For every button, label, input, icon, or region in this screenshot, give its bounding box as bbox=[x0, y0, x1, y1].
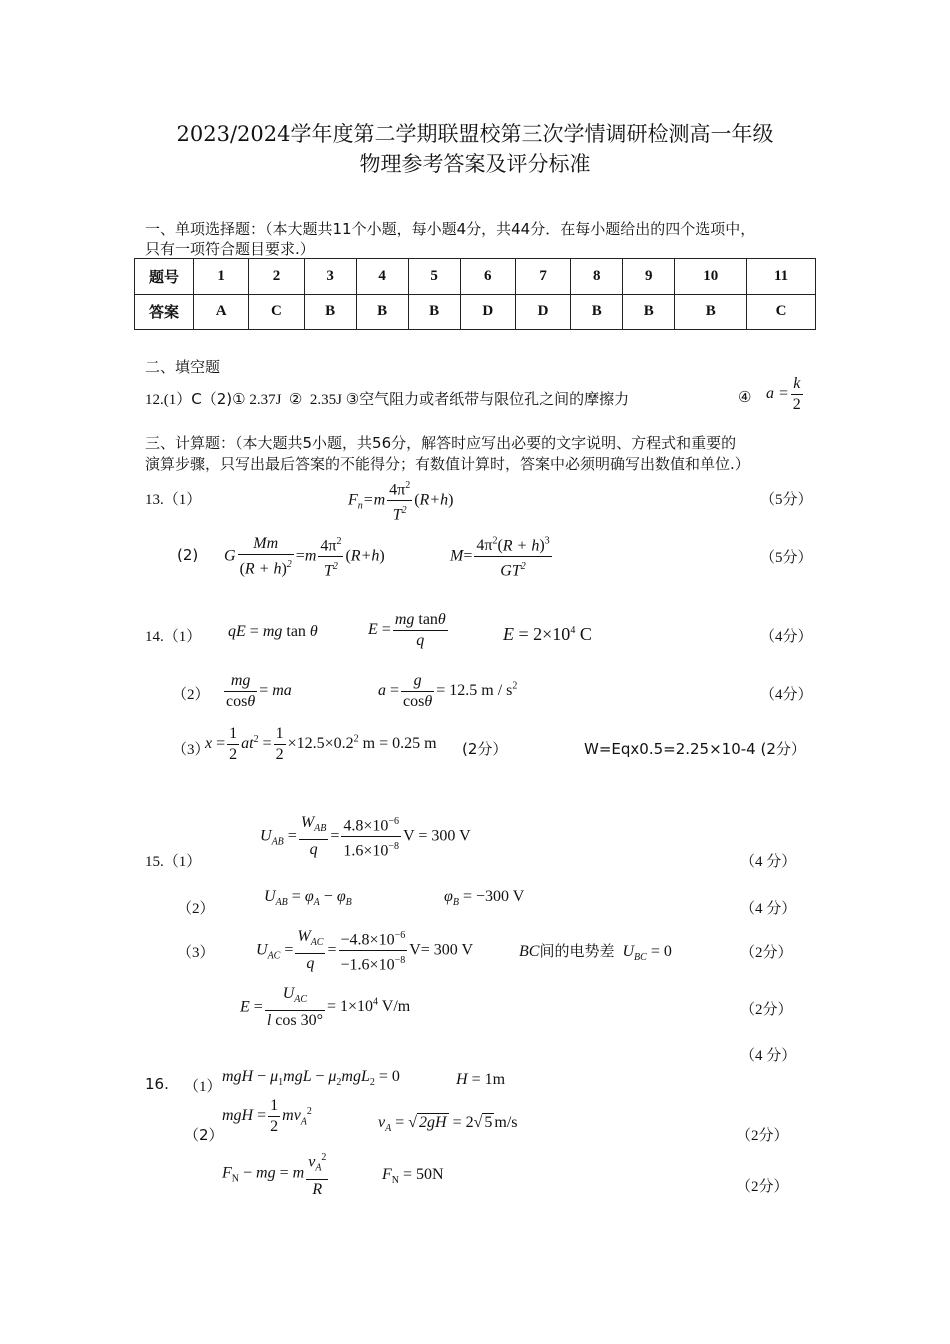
table-number: 2 bbox=[249, 259, 304, 295]
q12-circle1: ① bbox=[232, 392, 246, 408]
q15-part1-formula: $U_{AB}$ = $\frac{W_{AB}}{q}$ = $\frac{4.8\times 10^{-6}}{1.6\times 10^{-8}}$ V = 300 V bbox=[260, 812, 471, 862]
q12-circle2: ② bbox=[288, 392, 303, 408]
q16-part2-label: （2） bbox=[184, 1126, 224, 1144]
q14-part3-score: (2分） bbox=[462, 740, 508, 758]
q15-part3-text: 间的电势差 bbox=[539, 944, 615, 960]
page-title: 2023/2024学年度第二学期联盟校第三次学情调研检测高一年级 bbox=[176, 122, 774, 146]
q15-part3-label: （3） bbox=[177, 945, 215, 961]
q14-part1-score: （4分） bbox=[760, 629, 813, 645]
q13-part2-formula-2: M= $\frac{4\pi^2(R + h)^3}{GT^2}$ bbox=[450, 532, 554, 582]
q16-part2-formula-1: mgH = $\frac{1}{2}$ $mv_A^2$ bbox=[222, 1097, 312, 1135]
q12-value2: 2.35J bbox=[309, 392, 342, 408]
table-number: 7 bbox=[515, 259, 570, 295]
q12-number: 12.(1） bbox=[145, 392, 192, 408]
q12-circle3: ③ bbox=[345, 392, 360, 408]
q12-circle4: ④ bbox=[738, 390, 752, 406]
page-subtitle: 物理参考答案及评分标准 bbox=[359, 152, 591, 176]
table-answer: B bbox=[675, 294, 747, 330]
q13-part1-score: （5分） bbox=[760, 492, 813, 508]
q15-part1-label: 15.（1） bbox=[145, 854, 202, 870]
table-answer: C bbox=[249, 294, 304, 330]
q12-text3: 空气阻力或者纸带与限位孔之间的摩擦力 bbox=[359, 392, 630, 408]
q12-formula-den: 2 bbox=[792, 396, 801, 413]
q15-part4-formula: E = $\frac{U_{AC}}{\text{l cos 30°}}$ = $1\times 10^4$ V/m bbox=[240, 985, 411, 1030]
q16-part2-formula-2: $v_A$ = √ 2gH = 2√ 5 m/s bbox=[378, 1114, 518, 1135]
table-answer: D bbox=[460, 294, 515, 330]
section1-heading-cont: 只有一项符合题目要求.） bbox=[145, 240, 315, 258]
q13-part2-label: (2) bbox=[177, 546, 199, 564]
q12-answer bbox=[145, 388, 629, 409]
q14-part3-work: W=Eqx0.5=2.25×10-4 (2分） bbox=[584, 740, 806, 758]
q14-part1-result: $E = 2\times 10^4$ C bbox=[503, 624, 592, 644]
table-number: 6 bbox=[460, 259, 515, 295]
table-number: 4 bbox=[356, 259, 408, 295]
q15-part5-score: （4 分） bbox=[740, 1048, 797, 1064]
q15-part4-score: （2分） bbox=[740, 1002, 793, 1018]
table-number: 3 bbox=[304, 259, 356, 295]
q15-part3-score: （2分） bbox=[740, 945, 793, 961]
table-answer: B bbox=[571, 294, 623, 330]
table-answer: A bbox=[194, 294, 249, 330]
table-answer: B bbox=[356, 294, 408, 330]
q15-part2-formula-1: $U_{AB} = \varphi_A - \varphi_B$ bbox=[264, 888, 352, 909]
table-header-label: 题号 bbox=[135, 259, 194, 295]
table-number: 8 bbox=[571, 259, 623, 295]
answer-table bbox=[134, 258, 816, 330]
fraction bbox=[791, 374, 803, 415]
table-number: 9 bbox=[623, 259, 675, 295]
q16-part2-score: （2分） bbox=[736, 1128, 789, 1144]
table-number: 5 bbox=[408, 259, 460, 295]
q12-formula-lhs: a = bbox=[766, 385, 789, 403]
table-number: 11 bbox=[747, 259, 816, 295]
q15-part2-formula-2: $\varphi_B = -300$ V bbox=[444, 888, 525, 909]
q13-part1-label: 13.（1） bbox=[145, 492, 202, 508]
q16-part3-score: （2分） bbox=[736, 1179, 789, 1195]
q15-part2-label: （2） bbox=[177, 901, 215, 917]
q15-part2-score: （4 分） bbox=[740, 901, 797, 917]
q14-part3-formula: x = $\frac{1}{2}$ $at^2$ = $\frac{1}{2}$ $\times 12.5\times 0.2^2$ m = 0.25 m bbox=[205, 725, 437, 763]
q16-part3-result: $F_N = 50N$ bbox=[382, 1166, 444, 1187]
q14-part1-formula-2: E = $\frac{\text{mg tanθ}}{q}$ bbox=[368, 611, 446, 649]
table-answer: D bbox=[515, 294, 570, 330]
q12-value1: 2.37J bbox=[249, 392, 282, 408]
table-answer: B bbox=[623, 294, 675, 330]
table-answer-label: 答案 bbox=[135, 294, 194, 330]
q16-number: 16. bbox=[145, 1075, 169, 1093]
table-answer: B bbox=[408, 294, 460, 330]
q16-part1-formula-1: mgH − $\mu_1mgL - \mu_2mgL_2 = 0$ bbox=[222, 1068, 400, 1089]
q12-formula-num: k bbox=[791, 374, 803, 395]
q12-part1: C（2) bbox=[191, 390, 233, 408]
q16-part1-label: （1） bbox=[184, 1079, 222, 1095]
q15-part3-bc: BC间的电势差 $U_{BC} = 0$ bbox=[519, 943, 672, 964]
table-number: 10 bbox=[675, 259, 747, 295]
q12-formula-a bbox=[766, 374, 805, 415]
q16-part3-formula-1: $F_N$ − mg = m $\frac{v_A^2}{R}$ bbox=[222, 1148, 330, 1200]
q14-part2-label: （2） bbox=[172, 687, 210, 703]
q13-part2-formula-1: G $\frac{Mm}{(R + h)^2}$ =m $\frac{4\pi^2}{T^2}$ (R+h) bbox=[224, 532, 385, 582]
q13-part2-score: （5分） bbox=[760, 550, 813, 566]
q14-part1-label: 14.（1） bbox=[145, 629, 202, 645]
q14-part2-formula-1: $\frac{mg}{\cos\theta}$ = ma bbox=[226, 672, 292, 710]
section1-heading: 一、单项选择题：（本大题共11个小题，每小题4分，共44分．在每小题给出的四个选项中， bbox=[145, 220, 756, 238]
section3-heading: 三、计算题：（本大题共5小题，共56分，解答时应写出必要的文字说明、方程式和重要的 bbox=[145, 434, 737, 452]
q15-part3-formula: $U_{AC}$ = $\frac{W_{AC}}{q}$ = $\frac{-4.8\times 10^{-6}}{-1.6\times 10^{-8}}$ V= 300 V bbox=[256, 926, 473, 976]
table-number: 1 bbox=[194, 259, 249, 295]
section3-heading-cont: 演算步骤，只写出最后答案的不能得分；有数值计算时，答案中必须明确写出数值和单位.） bbox=[145, 455, 750, 473]
q13-part1-formula: $F_n=m$ $\frac{4\pi^2}{T^2}$ (R+h) bbox=[348, 476, 453, 526]
table-row-numbers bbox=[135, 259, 816, 295]
q14-part2-score: （4分） bbox=[760, 687, 813, 703]
q16-part1-result: H = 1m bbox=[456, 1071, 506, 1088]
table-answer: C bbox=[747, 294, 816, 330]
table-row-answers bbox=[135, 294, 816, 330]
q14-part2-formula-2: a = $\frac{g}{\cos\theta}$ = 12.5 m / $s^2$ bbox=[378, 672, 518, 710]
q14-part1-formula-1: qE = mg tan θ bbox=[228, 623, 318, 640]
table-answer: B bbox=[304, 294, 356, 330]
q14-part3-label: （3） bbox=[172, 742, 210, 758]
q15-part1-score: （4 分） bbox=[740, 854, 797, 870]
section2-heading: 二、填空题 bbox=[145, 358, 221, 376]
